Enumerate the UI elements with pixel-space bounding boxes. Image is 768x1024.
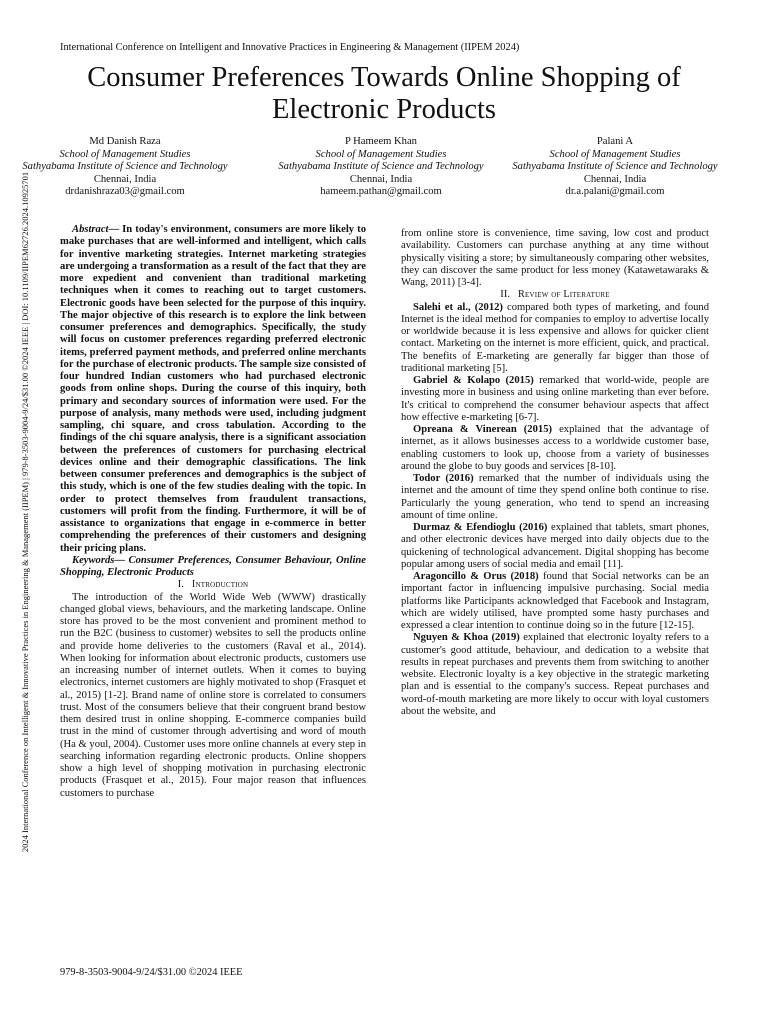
section-number: I. [177, 579, 184, 591]
section-heading-review [401, 289, 709, 301]
review-author: Salehi et al., (2012) [413, 301, 503, 313]
author-institution: Sathyabama Institute of Science and Technology [278, 161, 484, 173]
review-author: Aragoncillo & Orus (2018) [413, 571, 539, 582]
keywords: Keywords— Consumer Preferences, Consumer Behaviour, Online Shopping, Electronic Products [60, 554, 366, 578]
introduction-continued: from online store is convenience, time saving, low cost and product availability. Customers can purchase anything at any time without physically visiting a store; by simultaneously comparing other websites, they can discover the same product for less money (Katawetawaraks & Wang, 2011) [3-4]. [401, 228, 709, 288]
author-block-2 [266, 136, 496, 199]
section-title: Introduction [191, 579, 249, 591]
review-paragraph [401, 424, 709, 473]
review-author: Gabriel & Kolapo (2015) [413, 375, 534, 386]
side-citation-text: 2024 International Conference on Intelligent & Innovative Practices in Engineering & Management (IIPEM) | 979-8-3503-9004-9/24/$31.00 ©2024 IEEE | DOI: 10.1109/IIPEM62726.2024.10925701 [20, 171, 30, 853]
author-name: Md Danish Raza [89, 136, 161, 147]
right-column [401, 228, 709, 718]
author-block-3 [500, 136, 730, 199]
review-text: remarked that world-wide, people are investing more in business and using online marketing than ever before. It's critical to comprehend the consumer behaviour aspects that affect how effective e-marketing [6-7]. [401, 375, 710, 423]
copyright-footer: 979-8-3503-9004-9/24/$31.00 ©2024 IEEE [60, 967, 243, 978]
review-paragraph [401, 571, 709, 632]
author-name: Palani A [596, 136, 634, 147]
side-citation-strip [14, 122, 36, 902]
paper-title: Consumer Preferences Towards Online Shopping of Electronic Products [87, 62, 681, 125]
review-paragraph [401, 375, 709, 424]
abstract-text: — In today's environment, consumers are more likely to make purchases that are well-informed and intelligent, which calls for inventive marketing strategies. Internet marketing strategies are undergoing a transformation as a result of the fact that they are more expedient and convenient than traditional marketing techniques when it comes to reaching out to target customers. Electronic goods have been selected for the purpose of this inquiry. The major objective of this research is to explore the link between consumer preferences and demographics. Specifically, the study will focus on customer preferences regarding preferred electronic items, preferred payment methods, and preferred online merchants for the purchase of electronic products. The sample size consisted of four hundred Indian customers who had purchased electronic goods from online shops. During the course of this inquiry, both primary and secondary sources of information were used. For the purpose of analysis, many methods were used, including judgment sampling, chi square, and cross tabulation. According to the findings of the chi square analysis, there is a significant association between the preferences of customers for purchasing electrical devices online and their demographic classifications. The link between consumer preferences and demographics is the subject of this study, which is one of the few studies dealing with the topic. In order to protect themselves from fraudulent transactions, customers will profit from the finding. Furthermore, it will be of assistance to organizations that engage in e-commerce in better comprehending the preferences of their customers and designing their pricing plans. [60, 224, 366, 554]
review-text: explained that the advantage of internet, as it allows businesses access to a worldwide customer base, enabling customers to look up, choose from a variety of businesses around the globe to buy goods and services [8-10]. [401, 424, 709, 472]
review-author: Durmaz & Efendioglu (2016) [413, 522, 548, 533]
conference-header: International Conference on Intelligent and Innovative Practices in Engineering & Management (IIPEM 2024) [60, 42, 520, 53]
review-paragraph [401, 522, 709, 571]
author-dept: School of Management Studies [59, 148, 191, 160]
review-text: compared both types of marketing, and found Internet is the ideal method for companies to employ to advertise locally or worldwide because it is less expensive and allows for quicker client contact. Marketing on the internet is more efficient, quick, and practical. The benefits of E-marketing are generally far bigger than those of traditional marketing [5]. [401, 301, 710, 374]
review-paragraph [401, 302, 709, 376]
author-email: hameem.pathan@gmail.com [320, 186, 442, 198]
author-name: P Hameem Khan [345, 136, 417, 147]
review-author: Opreana & Vinerean (2015) [413, 424, 553, 435]
review-text: remarked that the number of individuals using the internet and the amount of time they spend online both continue to rise. Particularly the young generation, who tend to spend an increasing amount of time online. [401, 473, 709, 521]
introduction-paragraph: The introduction of the World Wide Web (WWW) drastically changed global views, behaviours, and the marketing landscape. Online store has proved to be the most convenient and prominent method to run the B2C (business to customer) websites to sell the products online and provide home deliveries to the customers (Raval et al., 2014). When looking for information about electronic products, customers use an increasing number of internet outlets. When it comes to buying electronics, internet customers are highly motivated to shop (Frasquet et al., 2015) [1-2]. Brand name of online store is correlated to consumers trust. Most of the consumers believe that their congruent brand bestow them desired trust in online shopping. E-commerce companies build trust in the mind of customer through advertising and word of mouth (Ha & youl, 2004). Customer uses more online channels at every step in searching information regarding electronic products. Online shoppers show a high level of shopping motivation in purchasing electronic products (Frasquet et al., 2015). Four major reason that influences customers to purchase [60, 591, 366, 799]
author-dept: School of Management Studies [549, 148, 681, 160]
author-location: Chennai, India [583, 173, 647, 185]
abstract-label: Abstract [72, 224, 109, 235]
review-author: Todor (2016) [413, 473, 474, 484]
review-paragraph [401, 632, 709, 718]
author-location: Chennai, India [93, 173, 157, 185]
author-dept: School of Management Studies [315, 148, 447, 160]
review-text: found that Social networks can be an important factor in influencing impulsive purchasing. Social media platforms like Participants acknowledged that Facebook and Instagram, which are widely utilised, have prompted some hasty purchases and expressed a clear intention to continue doing so in the future [12-15]. [401, 571, 710, 631]
left-column [60, 224, 366, 800]
section-title: Review of Literature [517, 289, 610, 301]
review-text: explained that tablets, smart phones, and other electronic devices have merged into daily objects due to the quickening of technological advancement. Digital shopping has become popular among users of social media and email [11]. [401, 522, 709, 570]
abstract [60, 224, 366, 555]
author-email: drdanishraza03@gmail.com [65, 186, 185, 198]
section-number: II. [500, 289, 511, 301]
review-author: Nguyen & Khoa (2019) [413, 632, 520, 644]
section-heading-introduction [60, 579, 366, 591]
author-block-1 [10, 136, 240, 199]
review-paragraph [401, 473, 709, 522]
author-institution: Sathyabama Institute of Science and Technology [22, 161, 228, 173]
author-email: dr.a.palani@gmail.com [565, 186, 665, 198]
author-institution: Sathyabama Institute of Science and Technology [512, 161, 718, 173]
review-text: explained that electronic loyalty refers to a customer's good attitude, behaviour, and dedication to a website that results in repeat purchases and prevents them from switching to another website. Electronic loyalty is a key objective in the strategic marketing plan and is essential to the company's success. Repeat purchases and word-of-mouth marketing are more likely to occur with loyal customers about the website, and [401, 632, 710, 717]
author-location: Chennai, India [349, 173, 413, 185]
